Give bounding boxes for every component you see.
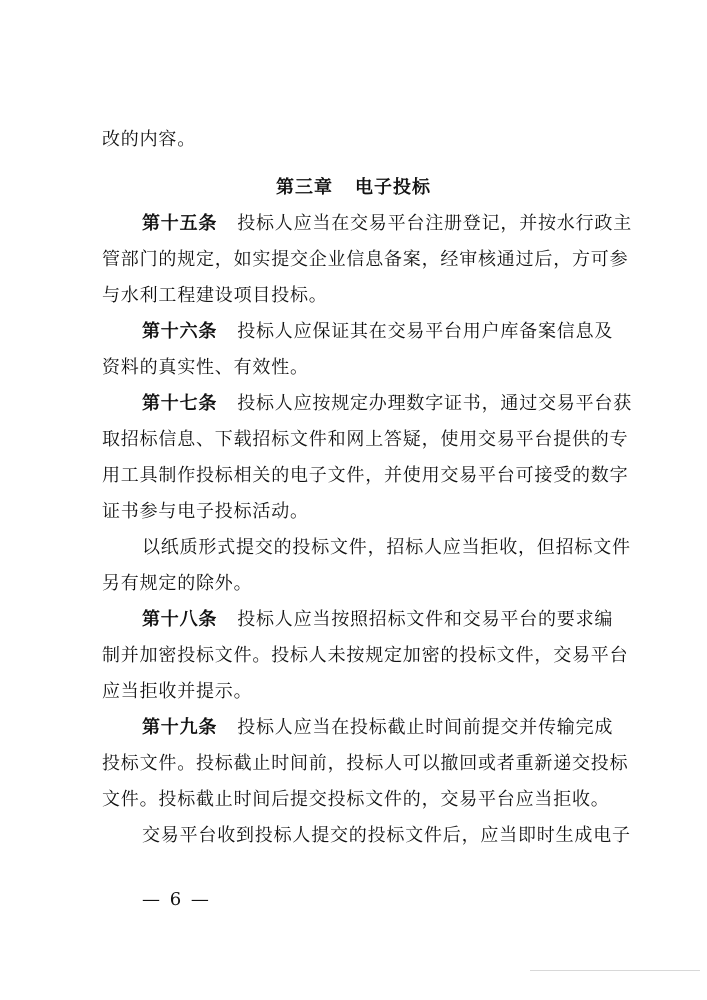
article-label: 第十八条 xyxy=(142,609,218,630)
text-line: 以纸质形式提交的投标文件，招标人应当拒收，但招标文件 xyxy=(142,537,631,558)
article-19-line-1 xyxy=(142,717,622,739)
article-label: 第十五条 xyxy=(142,213,218,234)
text-line: 文件。投标截止时间后提交投标文件的，交易平台应当拒收。 xyxy=(102,789,610,810)
text-line: 交易平台收到投标人提交的投标文件后，应当即时生成电子 xyxy=(142,825,631,846)
text-line: 与水利工程建设项目投标。 xyxy=(102,285,328,306)
article-text: 投标人应当在交易平台注册登记，并按水行政主 xyxy=(237,213,633,234)
article-label: 第十七条 xyxy=(142,393,218,414)
text-line: 应当拒收并提示。 xyxy=(102,681,253,702)
chapter-heading xyxy=(0,177,707,199)
article-label: 第十六条 xyxy=(142,321,218,342)
text-line: 管部门的规定，如实提交企业信息备案，经审核通过后，方可参 xyxy=(102,249,629,270)
article-text: 投标人应当按照招标文件和交易平台的要求编 xyxy=(237,609,614,630)
article-15-line-1 xyxy=(142,213,633,235)
article-16-line-1 xyxy=(142,321,622,343)
scan-artifact-line xyxy=(530,970,700,971)
article-text: 投标人应当在投标截止时间前提交并传输完成 xyxy=(237,717,614,738)
article-text: 投标人应保证其在交易平台用户库备案信息及 xyxy=(237,321,614,342)
text-line: 证书参与电子投标活动。 xyxy=(102,501,309,522)
text-line: 制并加密投标文件。投标人未按规定加密的投标文件，交易平台 xyxy=(102,645,629,666)
text-line: 用工具制作投标相关的电子文件，并使用交易平台可接受的数字 xyxy=(102,465,629,486)
text-line: 另有规定的除外。 xyxy=(102,573,253,594)
text-line: 取招标信息、下载招标文件和网上答疑，使用交易平台提供的专 xyxy=(102,429,629,450)
chapter-title: 电子投标 xyxy=(355,177,431,198)
text-line: 资料的真实性、有效性。 xyxy=(102,357,309,378)
article-text: 投标人应按规定办理数字证书，通过交易平台获 xyxy=(237,393,633,414)
text-line: 投标文件。投标截止时间前，投标人可以撤回或者重新递交投标 xyxy=(102,753,629,774)
article-18-line-1 xyxy=(142,609,622,631)
page-number: — 6 — xyxy=(142,889,211,910)
article-17-line-1 xyxy=(142,393,633,415)
text-line: 改的内容。 xyxy=(102,129,196,150)
article-label: 第十九条 xyxy=(142,717,218,738)
chapter-number: 第三章 xyxy=(276,177,333,198)
